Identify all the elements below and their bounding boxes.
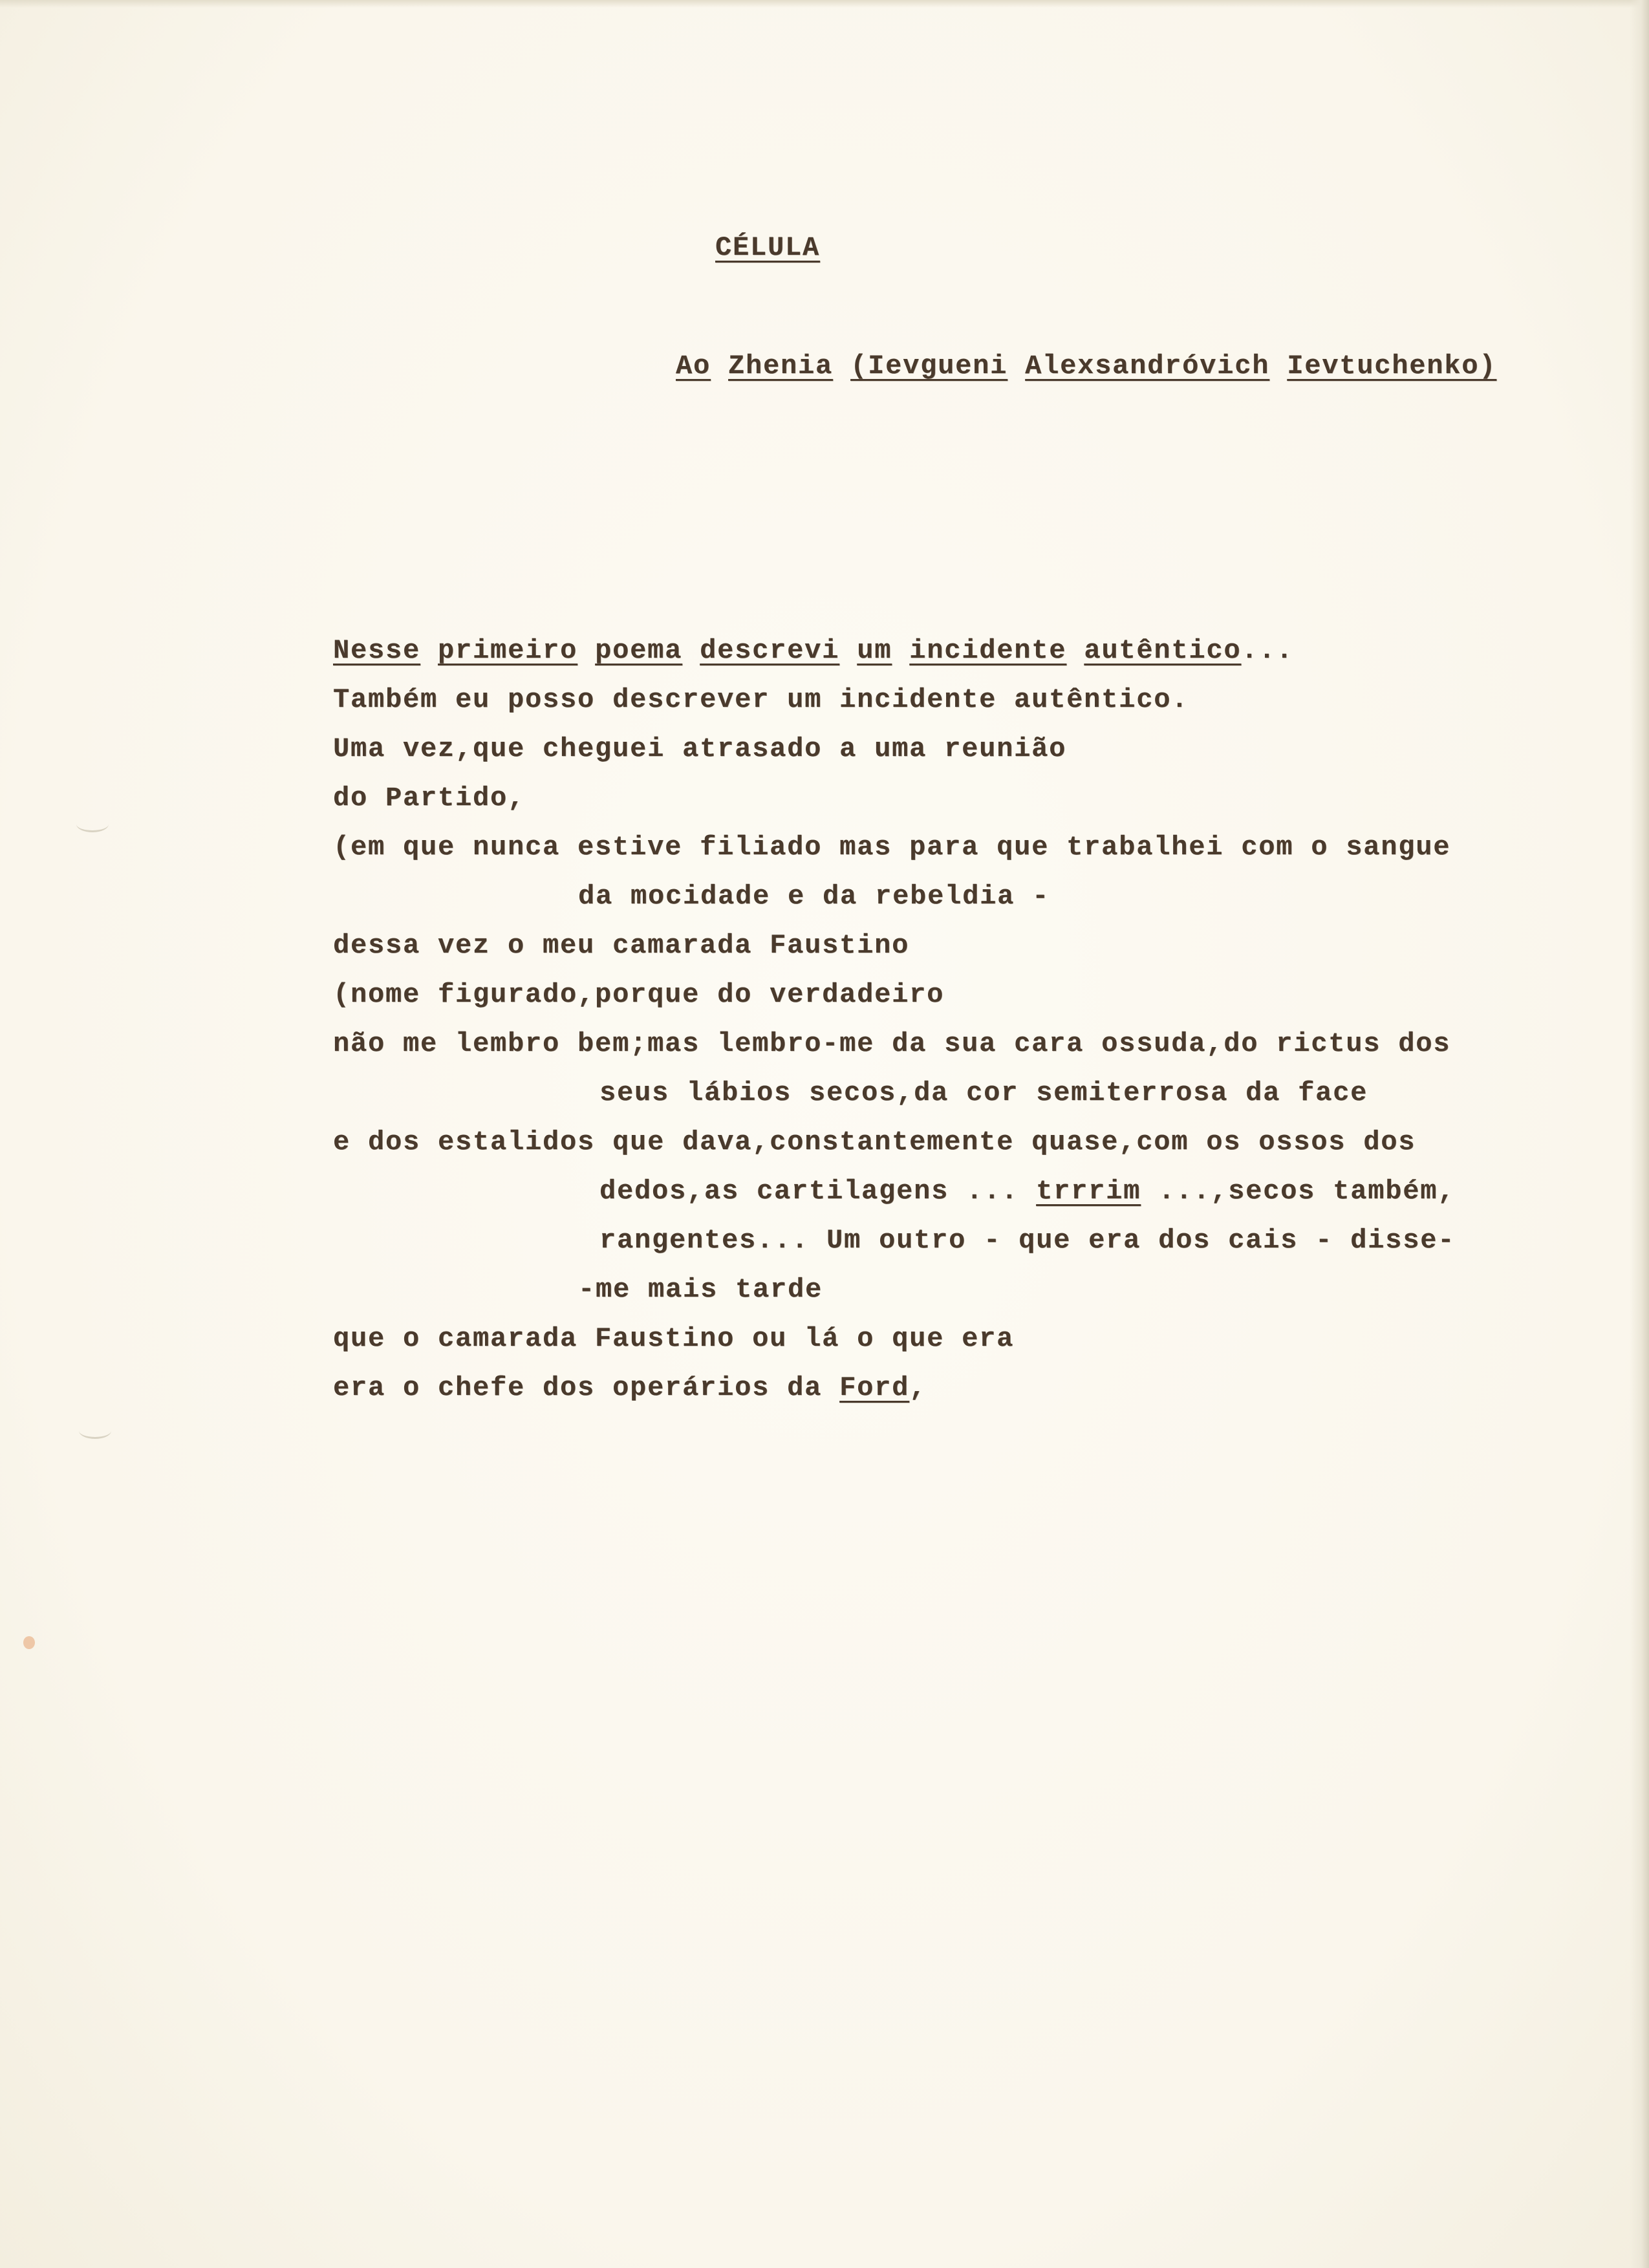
underlined-word: trrrim [1036, 1176, 1141, 1207]
poem-line [333, 1374, 927, 1401]
punch-hole-mark [76, 816, 109, 832]
dedication-name: Zhenia [728, 351, 834, 382]
dedication-full-name-part: Ievtuchenko) [1287, 351, 1497, 382]
underlined-word: autêntico [1084, 635, 1242, 666]
poem-line: da mocidade e da rebeldia - [578, 881, 1050, 912]
page-top-edge [0, 0, 1649, 8]
poem-line: que o camarada Faustino ou lá o que era [333, 1323, 1015, 1354]
underlined-word: Nesse [333, 635, 421, 666]
poem-line: do Partido, [333, 783, 526, 814]
underlined-word: Ford [839, 1372, 910, 1403]
underlined-word: descrevi [700, 635, 840, 666]
poem-line [599, 1178, 1455, 1205]
poem-line: rangentes... Um outro - que era dos cais - disse- [599, 1225, 1456, 1256]
line-text: ...,secos também, [1141, 1176, 1456, 1207]
poem-title: CÉLULA [715, 232, 821, 263]
underlined-word: primeiro [438, 635, 578, 666]
paper-stain [23, 1636, 35, 1649]
dedication-full-name-part: (Ievgueni [850, 351, 1008, 382]
poem-line: (nome figurado,porque do verdadeiro [333, 979, 945, 1010]
poem-line: não me lembro bem;mas lembro-me da sua cara ossuda,do rictus dos [333, 1028, 1451, 1059]
poem-line: dessa vez o meu camarada Faustino [333, 930, 910, 961]
underlined-word: um [857, 635, 892, 666]
underlined-word: poema [595, 635, 683, 666]
line-text: dedos,as cartilagens ... [599, 1176, 1037, 1207]
dedication-prefix: Ao [676, 351, 711, 382]
poem-line: (em que nunca estive filiado mas para que trabalhei com o sangue [333, 832, 1451, 863]
poem-line [333, 637, 1293, 664]
dedication [676, 352, 1496, 380]
poem-line: e dos estalidos que dava,constantemente quase,com os ossos dos [333, 1127, 1416, 1158]
line-text: , [909, 1372, 927, 1403]
poem-line: seus lábios secos,da cor semiterrosa da face [599, 1077, 1368, 1108]
page-right-edge [1630, 0, 1649, 2268]
punch-hole-mark [79, 1423, 111, 1439]
poem-line: Uma vez,que cheguei atrasado a uma reunião [333, 733, 1067, 764]
line-text: era o chefe dos operários da [333, 1372, 840, 1403]
poem-line: Também eu posso descrever um incidente autêntico. [333, 684, 1189, 715]
poem-line: -me mais tarde [578, 1274, 823, 1305]
ellipsis: ... [1241, 635, 1294, 666]
underlined-word: incidente [909, 635, 1067, 666]
dedication-full-name-part: Alexsandróvich [1025, 351, 1270, 382]
